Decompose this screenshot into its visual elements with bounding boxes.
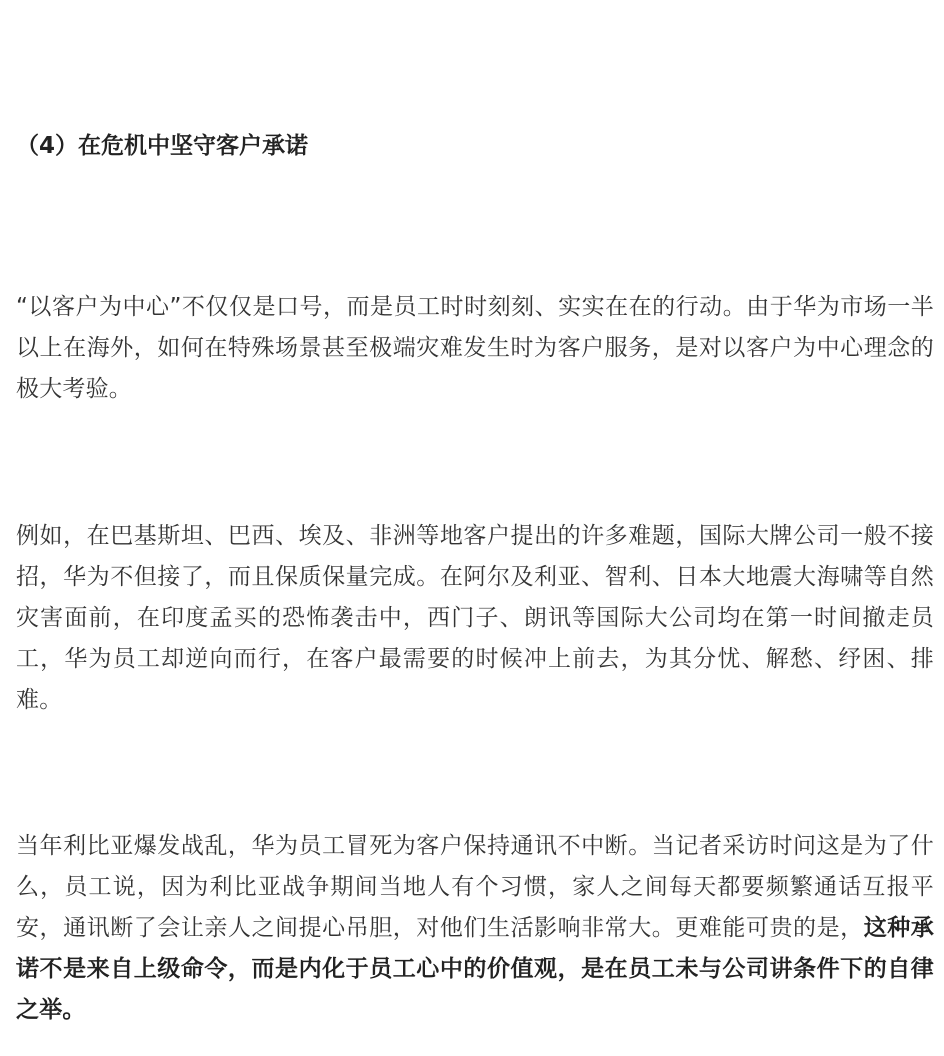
paragraph-libya (16, 826, 934, 1031)
paragraph-libya-emphasis: 这种承诺不是来自上级命令，而是内化于员工心中的价值观，是在员工未与公司讲条件下的自律之举。 (16, 915, 934, 1023)
paragraph-examples: 例如，在巴基斯坦、巴西、埃及、非洲等地客户提出的许多难题，国际大牌公司一般不接招，华为不但接了，而且保质保量完成。在阿尔及利亚、智利、日本大地震大海啸等自然灾害面前，在印度孟买的恐怖袭击中，西门子、朗讯等国际大公司均在第一时间撤走员工，华为员工却逆向而行，在客户最需要的时候冲上前去，为其分忧、解愁、纾困、排难。 (16, 523, 934, 713)
section-heading: （4）在危机中坚守客户承诺 (16, 133, 309, 159)
paragraph-customer-centric: “以客户为中心”不仅仅是口号，而是员工时时刻刻、实实在在的行动。由于华为市场一半以上在海外，如何在特殊场景甚至极端灾难发生时为客户服务，是对以客户为中心理念的极大考验。 (16, 294, 934, 402)
paragraph-libya-text: 当年利比亚爆发战乱，华为员工冒死为客户保持通讯不中断。当记者采访时问这是为了什么，员工说，因为利比亚战争期间当地人有个习惯，家人之间每天都要频繁通话互报平安，通讯断了会让亲人之间提心吊胆，对他们生活影响非常大。更难能可贵的是， (16, 833, 934, 941)
